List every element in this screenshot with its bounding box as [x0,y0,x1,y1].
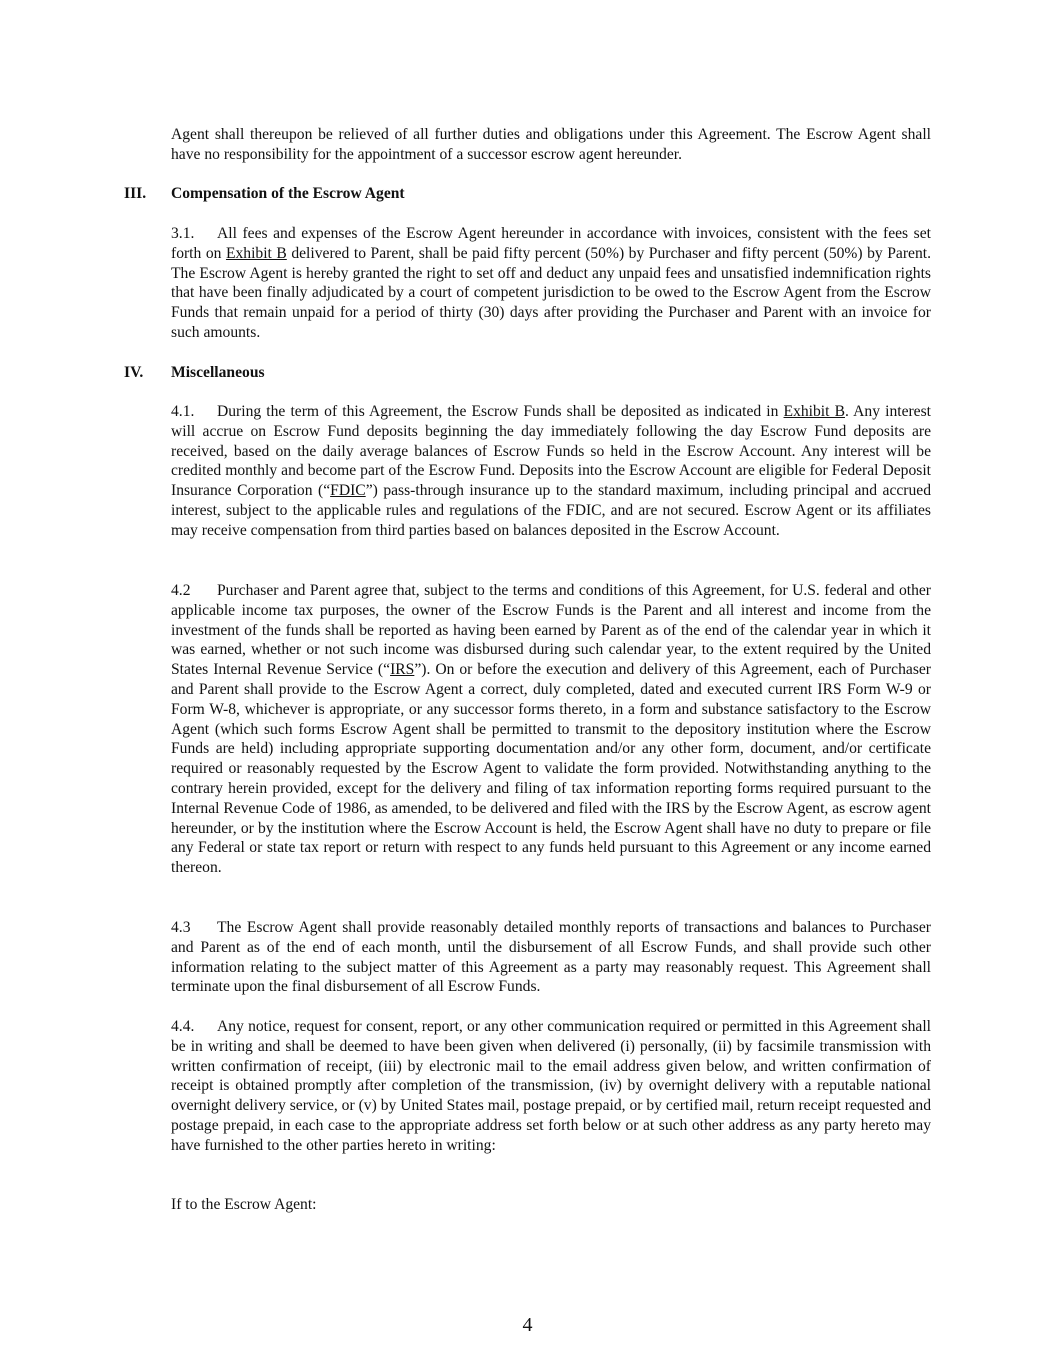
section-3-title: Compensation of the Escrow Agent [171,185,405,202]
paragraph-number: 4.2 [171,582,191,599]
paragraph-number: 3.1. [171,225,195,242]
irs-defined-term: IRS [390,661,415,679]
exhibit-b-reference: Exhibit B [783,403,845,420]
paragraph-text: All fees and expenses of the Escrow Agent hereunder in accordance with invoices, consistent with the fees set forth on [171,225,931,262]
paragraph-text: delivered to Parent, shall be paid fifty percent (50%) by Purchaser and fifty percent (50%) by Parent. The Escrow Agent is hereby granted the right to set off and deduct any unpaid fees and unsatisfied indemnification rights that have been finally adjudicated by a court of competent jurisdiction to be owed to the Escrow Agent from the Escrow Funds that remain unpaid for a period of thirty (30) days after providing the Purchaser and Parent with an invoice for such amounts. [171,244,931,341]
notice-recipient-label [171,1195,931,1215]
paragraph-text: Purchaser and Parent agree that, subject to the terms and conditions of this Agreement, for U.S. federal and other applicable income tax purposes, the owner of the Escrow Funds is the Parent and all interest and income from the investment of the funds shall be reported as having been earned by Parent as of the end of the calendar year in which it was earned, whether or not such income was disbursed during such calendar year, to the extent required by the United States Internal Revenue Service (“ [171,582,931,679]
page-number: 4 [522,1314,533,1336]
paragraph-text: ”). On or before the execution and delivery of this Agreement, each of Purchaser and Parent shall provide to the Escrow Agent a correct, duly completed, dated and executed current IRS Form W-9 or Form W-8, whichever is appropriate, or any successor forms thereto, in a form and substance satisfactory to the Escrow Agent (which such forms Escrow Agent shall be permitted to transmit to the depository institution where the Escrow Funds are held) including appropriate supporting documentation and/or any other form, document, and/or certificate required or reasonably requested by the Escrow Agent to validate the form provided. Notwithstanding anything to the contrary herein provided, except for the delivery and filing of tax information reporting forms required pursuant to the Internal Revenue Code of 1986, as amended, to be delivered and filed with the IRS by the Escrow Agent, as escrow agent hereunder, or by the institution where the Escrow Account is held, the Escrow Agent shall have no duty to prepare or file any Federal or state tax report or return with respect to any funds held pursuant to this Agreement or any income earned thereon. [171,661,931,877]
paragraph-number: 4.3 [171,919,191,936]
paragraph-text: During the term of this Agreement, the Escrow Funds shall be deposited as indicated in [217,403,784,420]
paragraph-number: 4.1. [171,403,195,420]
intro-paragraph [171,125,931,165]
section-3-number: III. [124,185,147,202]
notice-recipient-text: If to the Escrow Agent: [171,1196,317,1213]
paragraph-number: 4.4. [171,1018,195,1035]
paragraph-text: Any notice, request for consent, report, or any other communication required or permitted in this Agreement shall be in writing and shall be deemed to have been given when delivered (i) personally, (ii) by facsimile transmission with written confirmation of receipt, (iii) by electronic mail to the email address given below, and written confirmation of receipt is obtained promptly after completion of the transmission, (iv) by overnight delivery with a reputable national overnight delivery service, or (v) by United States mail, postage prepaid, or by certified mail, return receipt requested and postage prepaid, in each case to the appropriate address set forth below or at such other address as any party hereto may have furnished to the other parties hereto in writing: [171,1018,931,1154]
fdic-defined-term: FDIC [330,482,366,500]
paragraph-text: ”) pass-through insurance up to the standard maximum, including principal and accrued interest, subject to the applicable rules and regulations of the FDIC, and are not secured. Escrow Agent or its affiliates may receive compensation from third parties based on balances deposited in the Escrow Account. [171,482,931,539]
exhibit-b-reference: Exhibit B [225,244,287,262]
paragraph-text: The Escrow Agent shall provide reasonably detailed monthly reports of transactions and balances to Purchaser and Parent as of the end of each month, until the disbursement of all Escrow Funds, and shall provide such other information relating to the subject matter of this Agreement as a party may reasonably request. This Agreement shall terminate upon the final disbursement of all Escrow Funds. [171,919,931,996]
paragraph-3-1 [171,224,931,343]
section-4-number: IV. [124,364,144,381]
paragraph-4-3 [171,918,931,997]
paragraph-4-1 [171,402,931,541]
paragraph-4-4 [171,1017,931,1156]
section-4-title: Miscellaneous [171,364,265,381]
paragraph-4-2 [171,581,931,878]
paragraph-text: . Any interest will accrue on Escrow Fund deposits beginning the day immediately following the day Escrow Fund deposits are received, based on the daily average balances of Escrow Funds so held in the Escrow Account. Any interest will be credited monthly and become part of the Escrow Fund. Deposits into the Escrow Account are eligible for Federal Deposit Insurance Corporation (“ [171,403,932,500]
intro-text: Agent shall thereupon be relieved of all further duties and obligations under this Agreement. The Escrow Agent shall have no responsibility for the appointment of a successor escrow agent hereunder. [171,126,931,163]
